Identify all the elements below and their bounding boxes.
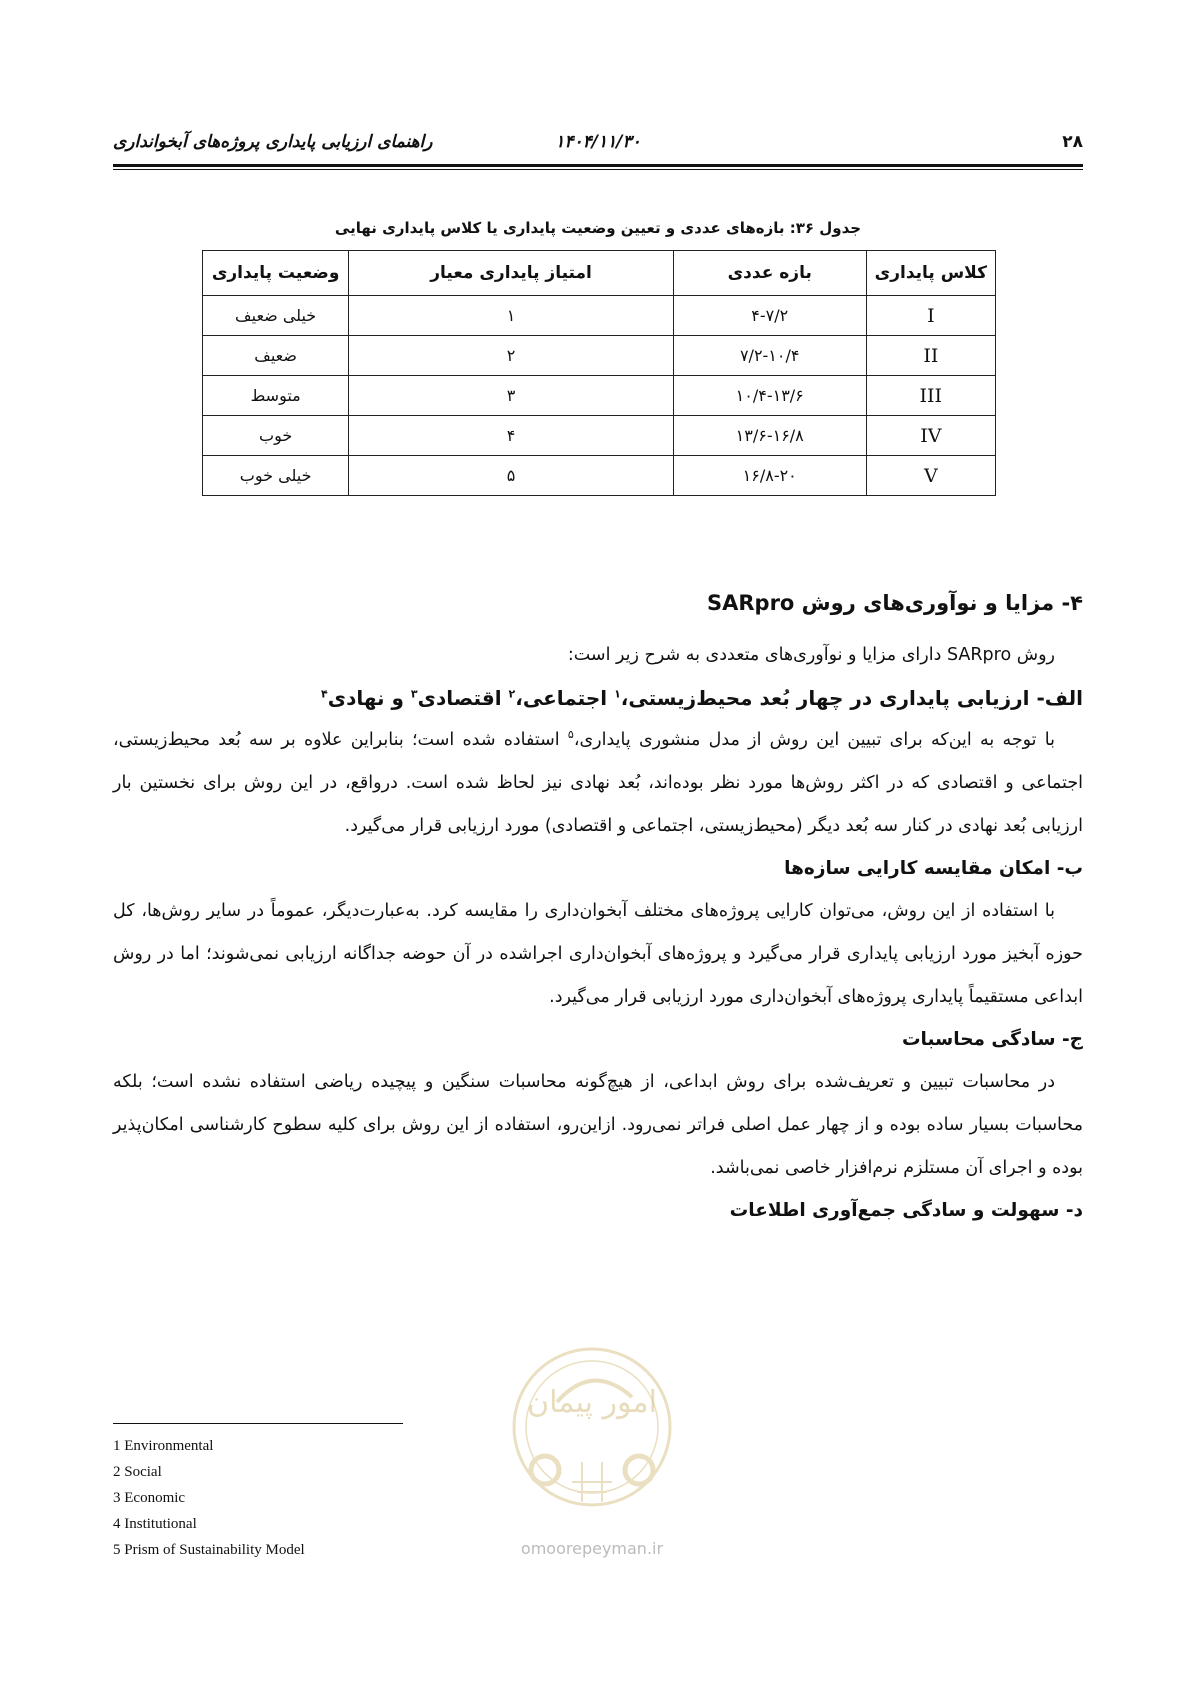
cell-status: خیلی ضعیف xyxy=(203,296,349,336)
footnote-ref-5: ۵ xyxy=(567,728,574,742)
cell-status: خیلی خوب xyxy=(203,456,349,496)
sustainability-class-table xyxy=(202,250,996,496)
footnote-ref-1: ۱ xyxy=(614,687,621,701)
paragraph-a-text: با توجه به این‌که برای تبیین این روش از مدل منشوری پایداری، xyxy=(573,730,1055,750)
cell-score: ۵ xyxy=(349,456,674,496)
cell-status: خوب xyxy=(203,416,349,456)
paragraph-a xyxy=(113,719,1083,848)
header-score: امتیاز پایداری معیار xyxy=(349,251,674,296)
header-date: ۱۴۰۴/۱۱/۳۰ xyxy=(555,132,641,152)
subheading-a-text: اقتصادی xyxy=(417,686,509,710)
header-rule-thin xyxy=(113,169,1083,170)
cell-range: ۱۳/۶-۱۶/۸ xyxy=(673,416,866,456)
cell-class: IV xyxy=(866,416,995,456)
cell-range: ۷/۲-۱۰/۴ xyxy=(673,336,866,376)
footnote-item: 4 Institutional xyxy=(113,1516,197,1532)
cell-score: ۳ xyxy=(349,376,674,416)
header-rule-thick xyxy=(113,164,1083,167)
gear-icon xyxy=(531,1456,653,1484)
paragraph-c: در محاسبات تبیین و تعریف‌شده برای روش ابداعی، از هیچ‌گونه محاسبات سنگین و پیچیده ریاضی استفاده نشده است؛ بلکه محاسبات بسیار ساده بوده و از چهار عمل اصلی فراتر نمی‌رود. ازاین‌رو، استفاده از این روش برای کلیه سطوح کارشناسی امکان‌پذیر بوده و اجرای آن مستلزم نرم‌افزار خاصی نمی‌باشد. xyxy=(113,1072,1083,1178)
subheading-c: ج- سادگی محاسبات xyxy=(901,1029,1083,1050)
subheading-a-text: الف- ارزیابی پایداری در چهار بُعد محیط‌زیستی، xyxy=(620,686,1083,710)
cell-score: ۱ xyxy=(349,296,674,336)
table-row xyxy=(203,456,996,496)
cell-range: ۴-۷/۲ xyxy=(673,296,866,336)
table-row xyxy=(203,336,996,376)
paragraph-a-text: استفاده شده است؛ بنابراین علاوه بر سه بُعد محیط‌زیستی، اجتماعی و اقتصادی که در اکثر روش‌ها مورد نظر بوده‌اند، بُعد نهادی نیز لحاظ شده است. درواقع، در این روش برای نخستین بار ارزیابی بُعد نهادی در کنار سه بُعد دیگر (محیط‌زیستی، اجتماعی و اقتصادی) مورد ارزیابی قرار می‌گیرد. xyxy=(113,730,1083,836)
intro-paragraph: روش SARpro دارای مزایا و نوآوری‌های متعددی به شرح زیر است: xyxy=(567,645,1055,665)
page-number: ۲۸ xyxy=(1062,132,1083,152)
watermark-logo xyxy=(487,1342,697,1562)
header-range: بازه عددی xyxy=(673,251,866,296)
cell-class: II xyxy=(866,336,995,376)
footnote-ref-2: ۲ xyxy=(508,687,516,701)
running-title: راهنمای ارزیابی پایداری پروژه‌های آبخوانداری xyxy=(113,132,433,152)
table-row xyxy=(203,296,996,336)
subheading-a xyxy=(113,677,1083,719)
page-header xyxy=(113,128,1083,158)
cell-range: ۱۶/۸-۲۰ xyxy=(673,456,866,496)
subheading-a-text: و نهادی xyxy=(327,686,411,710)
watermark-url: omoorepeyman.ir xyxy=(520,1539,664,1558)
subheading-d: د- سهولت و سادگی جمع‌آوری اطلاعات xyxy=(729,1200,1083,1221)
body-content xyxy=(113,580,1083,1232)
footnote-ref-3: ۳ xyxy=(410,687,418,701)
cell-class: III xyxy=(866,376,995,416)
subheading-b: ب- امکان مقایسه کارایی سازه‌ها xyxy=(784,858,1083,879)
footnote-item: 1 Environmental xyxy=(113,1438,214,1454)
footnotes xyxy=(113,1433,513,1563)
footnote-item: 5 Prism of Sustainability Model xyxy=(113,1542,305,1558)
cell-score: ۲ xyxy=(349,336,674,376)
paragraph-b: با استفاده از این روش، می‌توان کارایی پروژه‌های مختلف آبخوان‌داری را مقایسه کرد. به‌عبارت‌دیگر، عموماً در سایر روش‌ها، کل حوزه آبخیز مورد ارزیابی پایداری قرار می‌گیرد و پروژه‌های آبخوان‌داری اجراشده در آن حوضه جداگانه ارزیابی نمی‌شوند؛ اما در روش ابداعی مستقیماً پایداری پروژه‌های آبخوان‌داری مورد ارزیابی قرار می‌گیرد. xyxy=(113,901,1083,1007)
footnote-item: 3 Economic xyxy=(113,1490,186,1506)
table-row xyxy=(203,376,996,416)
cell-class: I xyxy=(866,296,995,336)
table-header-row xyxy=(203,251,996,296)
header-status: وضعیت پایداری xyxy=(203,251,349,296)
watermark-logo-text: امور پیمان xyxy=(527,1385,657,1420)
footnote-item: 2 Social xyxy=(113,1464,162,1480)
footnote-ref-4: ۴ xyxy=(321,687,328,701)
cell-status: ضعیف xyxy=(203,336,349,376)
cell-range: ۱۰/۴-۱۳/۶ xyxy=(673,376,866,416)
cell-class: V xyxy=(866,456,995,496)
header-class: کلاس پایداری xyxy=(866,251,995,296)
cell-status: متوسط xyxy=(203,376,349,416)
footnote-separator xyxy=(113,1423,403,1424)
table-caption: جدول ۳۶: بازه‌های عددی و تعیین وضعیت پایداری یا کلاس پایداری نهایی xyxy=(334,219,862,237)
cell-score: ۴ xyxy=(349,416,674,456)
table-row xyxy=(203,416,996,456)
section-heading: ۴- مزایا و نوآوری‌های روش SARpro xyxy=(706,591,1083,615)
subheading-a-text: اجتماعی، xyxy=(515,686,615,710)
